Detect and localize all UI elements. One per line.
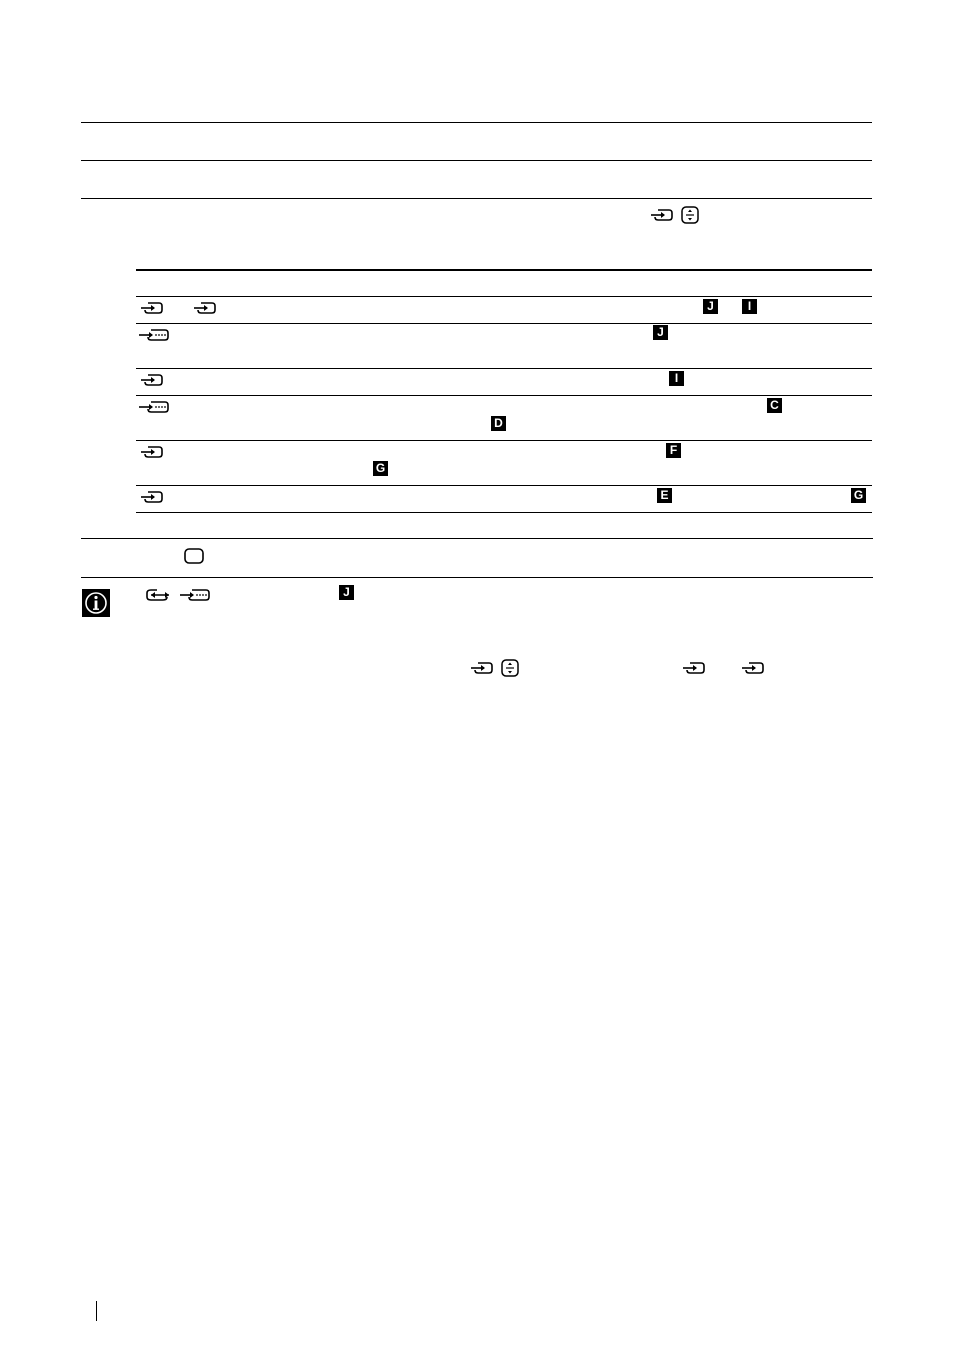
badge-i: I [669,371,684,386]
input-1-icon [141,299,165,317]
badge-i: I [742,299,757,314]
row-rule [136,485,872,486]
input-arrow-icon [651,206,675,224]
row-rule [136,395,872,396]
input-arrow-icon [471,659,495,677]
info-icon [82,589,110,617]
teletext-mix-icon [681,206,699,224]
table-header-rule [136,296,872,297]
input-arrow-icon [141,443,165,461]
component-input-icon [180,586,212,604]
badge-j: J [339,585,354,600]
input-arrow-icon [141,488,165,506]
badge-j: J [703,299,718,314]
badge-e: E [657,488,672,503]
table-bottom-rule [136,512,872,513]
top-rule [81,122,872,123]
section-rule [81,577,873,578]
badge-g: G [373,461,388,476]
section-rule [81,160,872,161]
badge-j: J [653,325,668,340]
row-rule [136,323,872,324]
component-input-icon [139,326,171,344]
input-2-icon [194,299,218,317]
teletext-mix-icon [501,659,519,677]
table-top-rule [136,269,872,271]
input-arrow-icon [742,659,766,677]
badge-f: F [666,443,681,458]
section-rule [81,198,872,199]
av-in-out-icon [143,586,171,604]
input-arrow-icon [683,659,707,677]
row-rule [136,440,872,441]
badge-c: C [767,398,782,413]
badge-d: D [491,416,506,431]
input-arrow-icon [141,371,165,389]
badge-g: G [851,488,866,503]
page-margin-bar [96,1301,97,1321]
tv-screen-icon [183,547,205,565]
section-rule [81,538,873,539]
component-input-icon [139,398,171,416]
row-rule [136,368,872,369]
